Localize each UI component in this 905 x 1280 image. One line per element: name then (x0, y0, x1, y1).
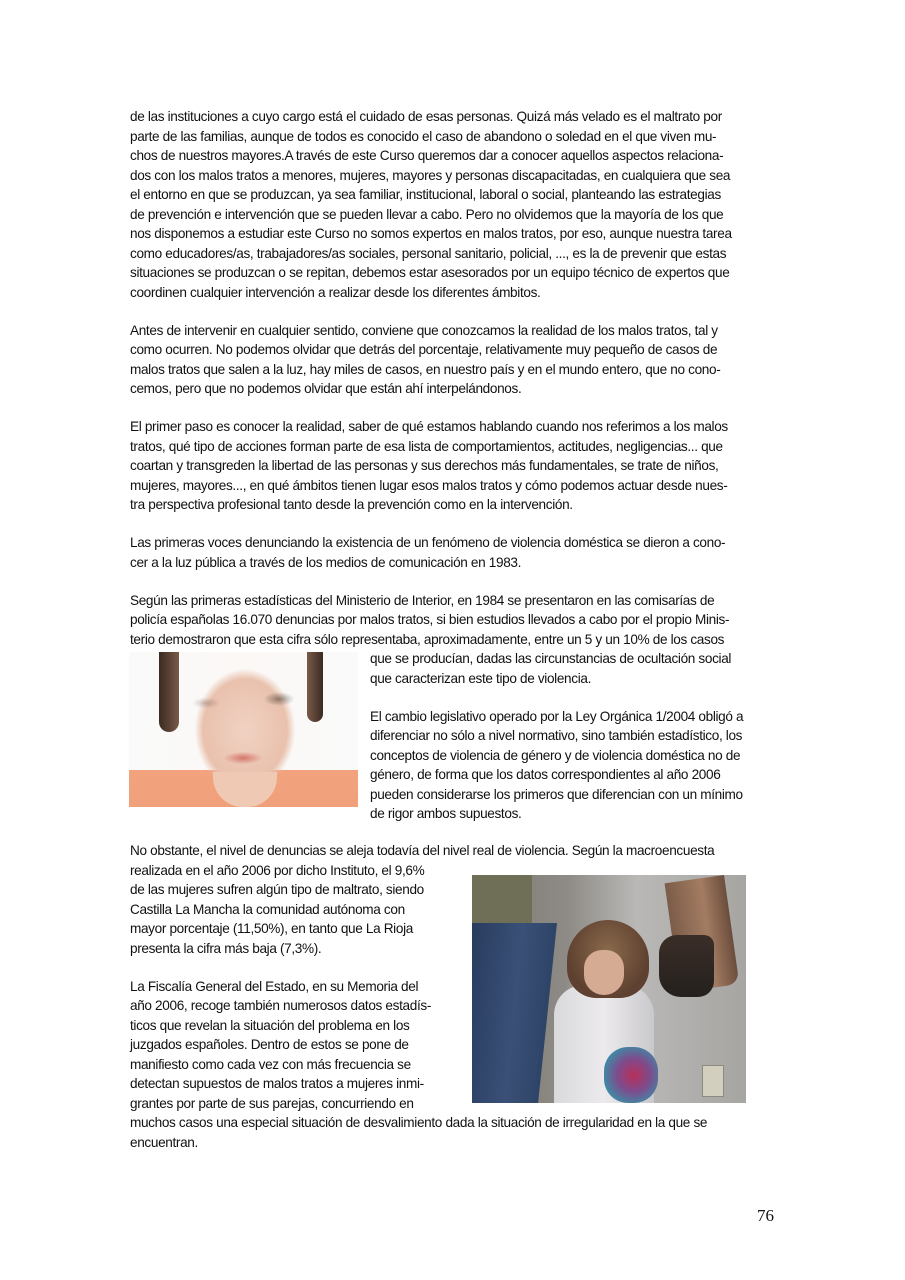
text-line: Las primeras voces denunciando la existencia de un fenómeno de violencia doméstica se dieron a cono- (130, 535, 726, 550)
text-line: presenta la cifra más baja (7,3%). (130, 941, 322, 956)
text-line: El cambio legislativo operado por la Ley Orgánica 1/2004 obligó a (370, 709, 744, 724)
text-line: situaciones se produzcan o se repitan, debemos estar asesorados por un equipo técnico de expertos que (130, 265, 730, 280)
text-line: policía españolas 16.070 denuncias por malos tratos, si bien estudios llevados a cabo por el propio Minis- (130, 612, 730, 627)
text-line: mayor porcentaje (11,50%), en tanto que La Rioja (130, 921, 413, 936)
text-line: realizada en el año 2006 por dicho Instituto, el 9,6% (130, 863, 425, 878)
text-line: ticos que revelan la situación del problema en los (130, 1018, 410, 1033)
text-line: como educadores/as, trabajadores/as sociales, personal sanitario, policial, ..., es la de prevenir que estas (130, 246, 727, 261)
page-number: 76 (757, 1206, 774, 1225)
text-line: como ocurren. No podemos olvidar que detrás del porcentaje, relativamente muy pequeño de casos de (130, 342, 718, 357)
text-line: el entorno en que se produzcan, ya sea familiar, institucional, laboral o social, planteando las estrategias (130, 187, 721, 202)
text-line: tratos, qué tipo de acciones forman parte de esa lista de comportamientos, actitudes, negligencias... que (130, 439, 723, 454)
text-line: coordinen cualquier intervención a realizar desde los diferentes ámbitos. (130, 285, 541, 300)
text-line: No obstante, el nivel de denuncias se aleja todavía del nivel real de violencia. Según la macroencuesta (130, 843, 715, 858)
text-line: que se producían, dadas las circunstancias de ocultación social (370, 651, 732, 666)
text-line: conceptos de violencia de género y de violencia doméstica no de (370, 748, 741, 763)
text-line: grantes por parte de sus parejas, concurriendo en (130, 1096, 414, 1111)
domestic-violence-scene-photo (472, 875, 746, 1103)
text-line: pueden considerarse los primeros que diferencian con un mínimo (370, 787, 743, 802)
text-line: malos tratos que salen a la luz, hay miles de casos, en nuestro país y en el mundo entero, que no cono- (130, 362, 721, 377)
text-line: de las mujeres sufren algún tipo de maltrato, siendo (130, 882, 424, 897)
text-line: mujeres, mayores..., en qué ámbitos tienen lugar esos malos tratos y cómo podemos actuar desde nues- (130, 478, 728, 493)
text-line: de prevención e intervención que se pueden llevar a cabo. Pero no olvidemos que la mayoría de los que (130, 207, 724, 222)
bruised-woman-portrait-photo (129, 652, 358, 807)
text-line: terio demostraron que esta cifra sólo representaba, aproximadamente, entre un 5 y un 10% de los casos (130, 632, 725, 647)
text-line: coartan y transgreden la libertad de las personas y sus derechos más fundamentales, se trate de niños, (130, 458, 719, 473)
text-line: Castilla La Mancha la comunidad autónoma con (130, 902, 405, 917)
text-line: de rigor ambos supuestos. (370, 806, 522, 821)
text-line: de las instituciones a cuyo cargo está el cuidado de esas personas. Quizá más velado es el maltrato por (130, 109, 722, 124)
text-line: muchos casos una especial situación de desvalimiento dada la situación de irregularidad en la que se (130, 1115, 708, 1130)
text-line: parte de las familias, aunque de todos es conocido el caso de abandono o soledad en el que viven mu- (130, 129, 717, 144)
text-line: juzgados españoles. Dentro de estos se pone de (130, 1037, 409, 1052)
text-line: manifiesto como cada vez con más frecuencia se (130, 1057, 411, 1072)
text-line: cer a la luz pública a través de los medios de comunicación en 1983. (130, 555, 522, 570)
text-line: año 2006, recoge también numerosos datos estadís- (130, 998, 431, 1013)
text-line: Antes de intervenir en cualquier sentido, conviene que conozcamos la realidad de los malos tratos, tal y (130, 323, 718, 338)
text-line: chos de nuestros mayores.A través de este Curso queremos dar a conocer aquellos aspectos relaciona- (130, 148, 724, 163)
text-line: cemos, pero que no podemos olvidar que están ahí interpelándonos. (130, 381, 522, 396)
text-line: encuentran. (130, 1135, 198, 1150)
text-line: nos disponemos a estudiar este Curso no somos expertos en malos tratos, por eso, aunque nuestra tarea (130, 226, 732, 241)
text-line: El primer paso es conocer la realidad, saber de qué estamos hablando cuando nos referimos a los malos (130, 419, 728, 434)
text-line: La Fiscalía General del Estado, en su Memoria del (130, 979, 419, 994)
text-line: dos con los malos tratos a menores, mujeres, mayores y personas discapacitadas, en cualquiera que sea (130, 168, 731, 183)
text-line: género, de forma que los datos correspondientes al año 2006 (370, 767, 721, 782)
text-line: diferenciar no sólo a nivel normativo, sino también estadístico, los (370, 728, 743, 743)
text-line: detectan supuestos de malos tratos a mujeres inmi- (130, 1076, 424, 1091)
text-line: tra perspectiva profesional tanto desde la prevención como en la intervención. (130, 497, 573, 512)
text-line: Según las primeras estadísticas del Ministerio de Interior, en 1984 se presentaron en las comisarías de (130, 593, 715, 608)
text-line: que caracterizan este tipo de violencia. (370, 671, 592, 686)
